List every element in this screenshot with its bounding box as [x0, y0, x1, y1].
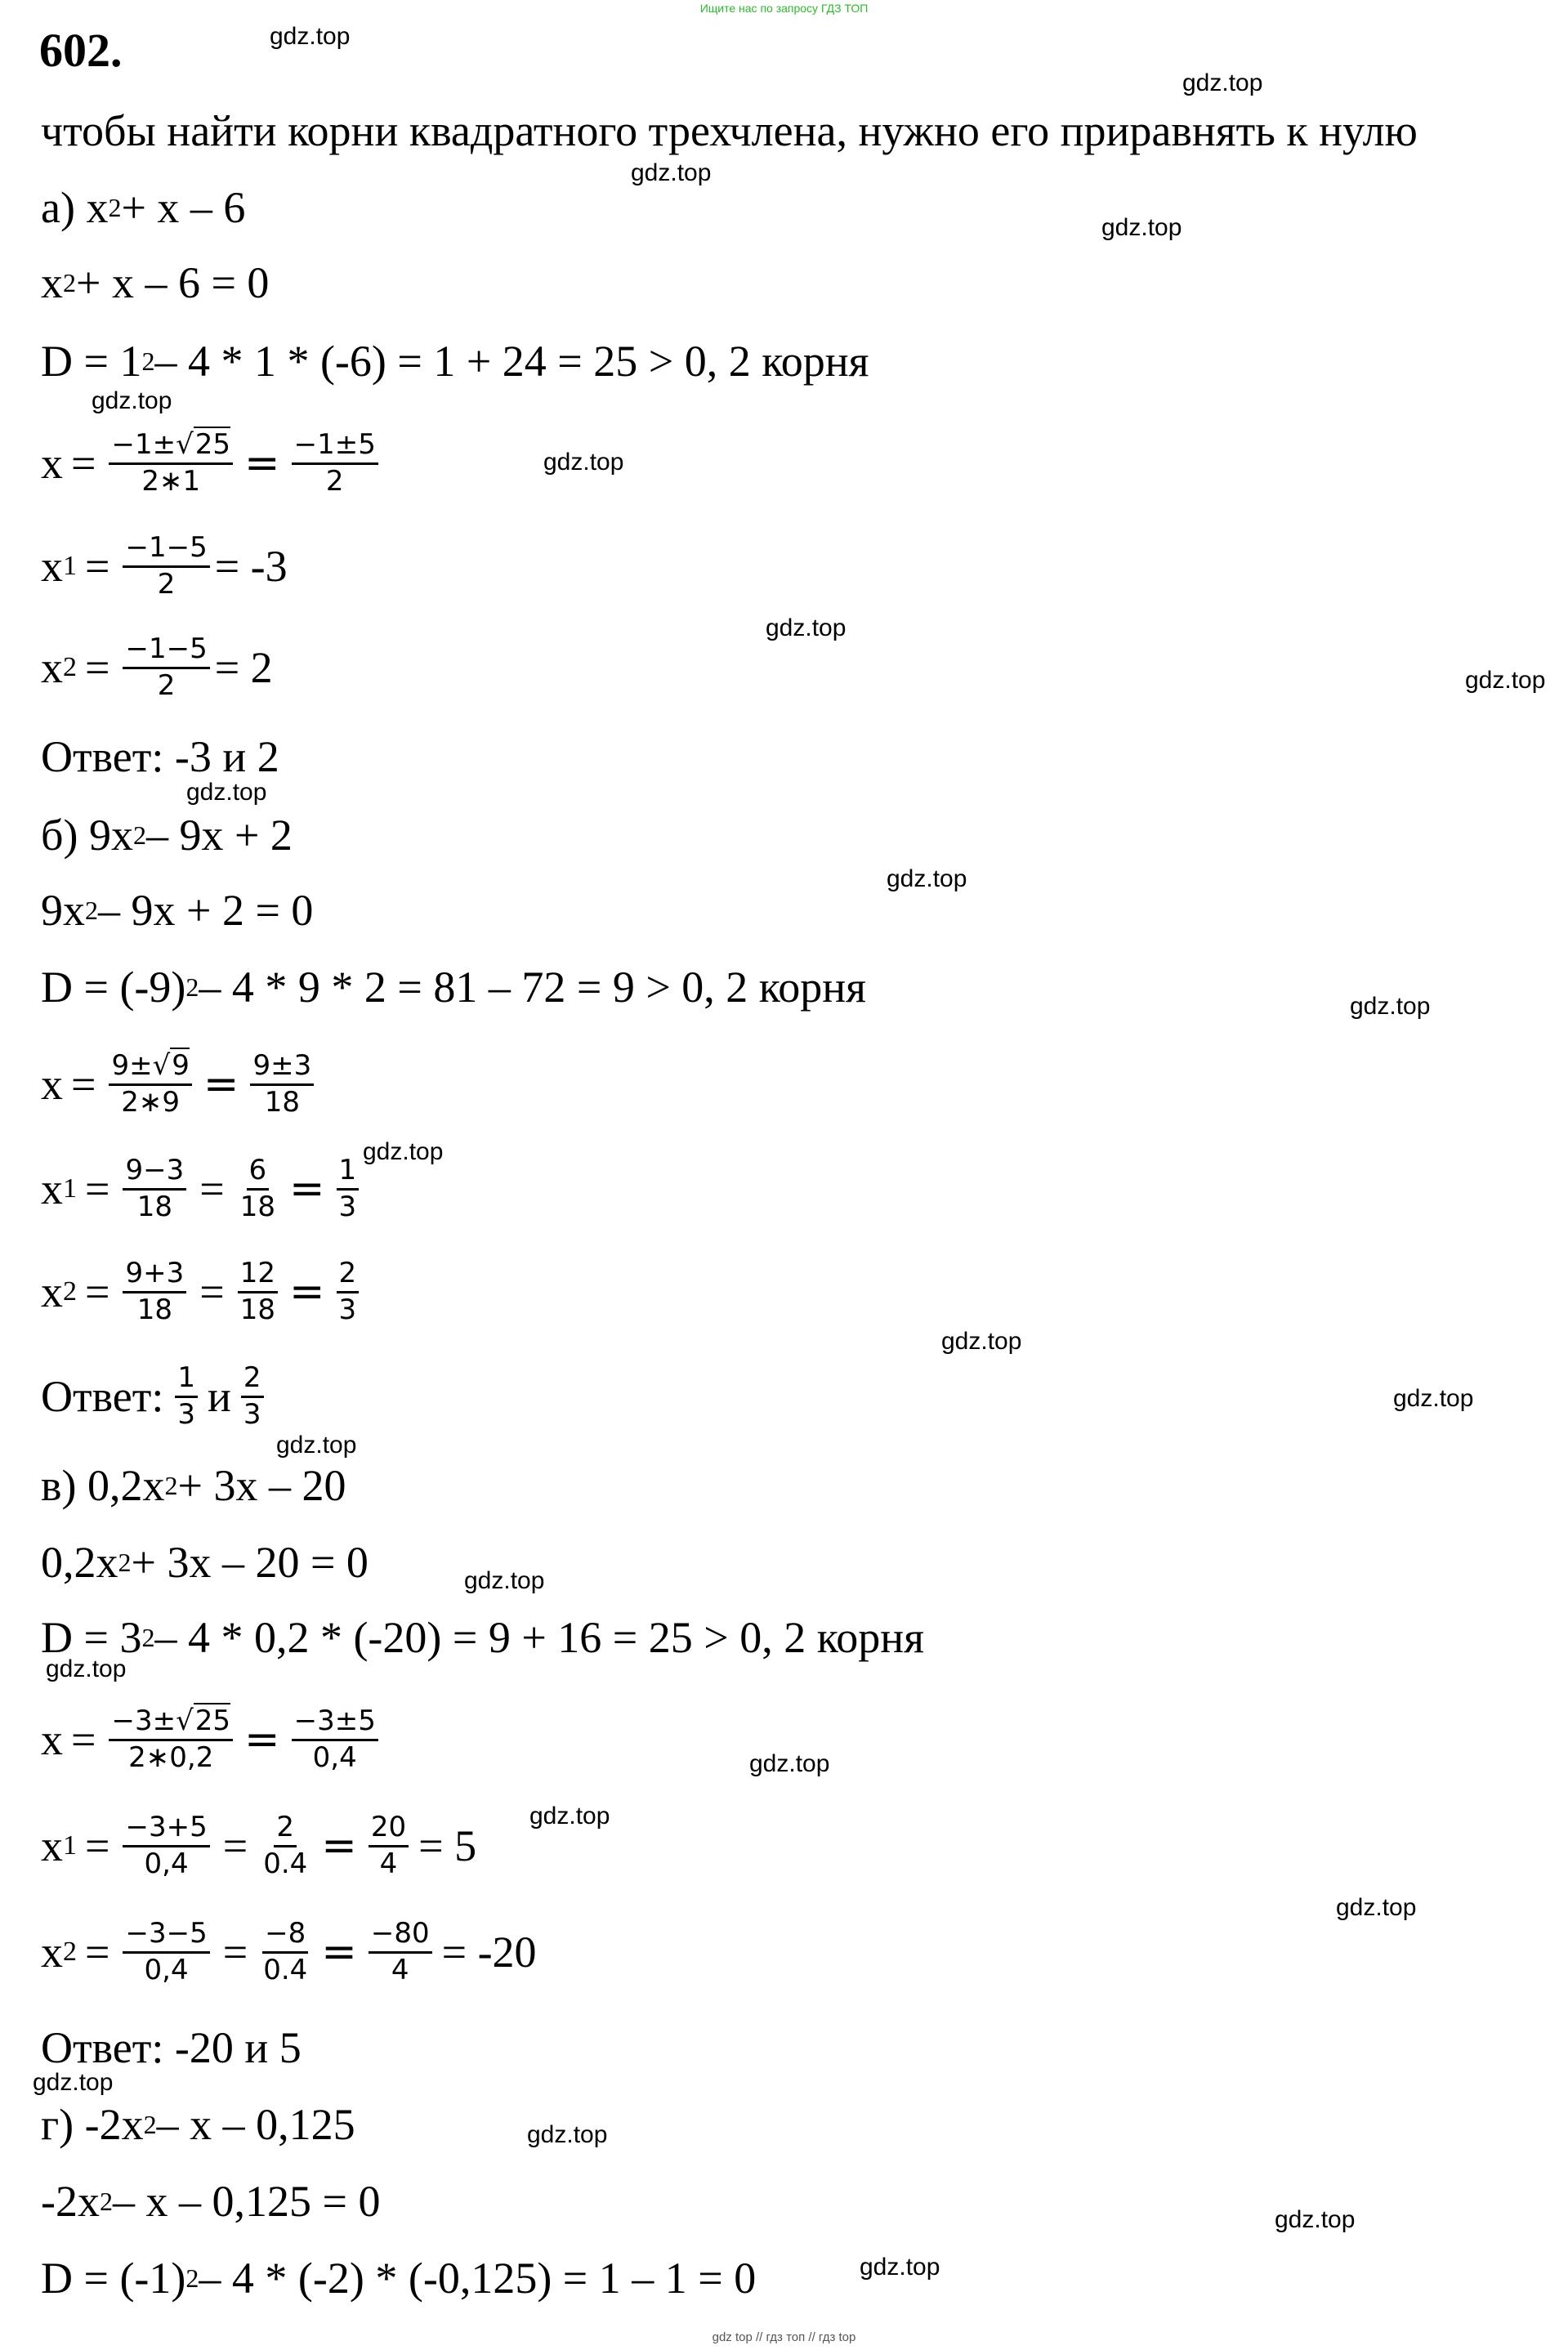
- part-c-expression: + 3x – 20: [177, 1461, 346, 1510]
- fraction: $\frac{-1-5}{2}$: [123, 533, 209, 600]
- part-a-x2: x 2 = $\frac{-1-5}{2}$ = 2: [41, 632, 273, 702]
- disc-rest: – 4 * (-2) * (-0,125) = 1 – 1 = 0: [199, 2254, 757, 2303]
- equals-sign: =: [321, 1821, 357, 1870]
- footer-links[interactable]: gdz top // гдз топ // гдз top: [712, 2330, 856, 2344]
- sqrt-symbol: √: [176, 428, 194, 462]
- watermark: gdz.top: [270, 23, 351, 50]
- fraction: $\frac{1}{3}$: [337, 1155, 360, 1222]
- watermark: gdz.top: [527, 2121, 608, 2148]
- equals-sign: =: [321, 1928, 357, 1977]
- fraction: $\frac{20}{4}$: [369, 1812, 409, 1879]
- fraction: $\frac{9\pm√9}{2∗9}$: [109, 1051, 191, 1118]
- watermark: gdz.top: [363, 1138, 444, 1165]
- part-d-expression: – x – 0,125: [156, 2100, 355, 2149]
- part-b-answer: [41, 1360, 269, 1433]
- variable-x: x: [41, 1821, 63, 1870]
- part-b-equation: 9x 2 – 9x + 2 = 0: [41, 886, 314, 935]
- part-b-roots-formula: [41, 1048, 319, 1121]
- equals-sign: =: [199, 1267, 225, 1316]
- disc-rest: – 4 * 9 * 2 = 81 – 72 = 9 > 0, 2 корня: [199, 963, 866, 1012]
- fraction: $\frac{-3+5}{0,4}$: [123, 1812, 209, 1879]
- variable-x: x: [41, 1928, 63, 1977]
- variable-x: x: [41, 1267, 63, 1316]
- equals-sign: =: [288, 1164, 325, 1213]
- equals-sign: =: [288, 1267, 325, 1316]
- equals-sign: =: [244, 1715, 280, 1764]
- part-b-discriminant: D = (-9) 2 – 4 * 9 * 2 = 81 – 72 = 9 > 0, 2 корня: [41, 963, 866, 1012]
- equals-sign: =: [71, 439, 96, 488]
- part-a-label: а) x: [41, 183, 109, 232]
- equals-sign: =: [85, 643, 110, 692]
- watermark: gdz.top: [1336, 1894, 1417, 1921]
- watermark: gdz.top: [766, 614, 847, 641]
- equals-sign: =: [222, 1821, 248, 1870]
- part-c-roots-formula: [41, 1703, 383, 1776]
- watermark: gdz.top: [46, 1655, 127, 1682]
- equals-sign: =: [85, 1928, 110, 1977]
- equals-sign: =: [85, 1164, 110, 1213]
- watermark: gdz.top: [186, 779, 267, 806]
- fraction: $\frac{-1-5}{2}$: [123, 634, 209, 701]
- equals-sign: =: [222, 1928, 248, 1977]
- part-d-label: г) -2x: [41, 2100, 144, 2149]
- watermark: gdz.top: [887, 865, 967, 892]
- fraction: $\frac{6}{18}$: [239, 1154, 275, 1223]
- disc-start: D = 1: [41, 337, 142, 386]
- equals-sign: =: [199, 1164, 225, 1213]
- part-a-discriminant: D = 1 2 – 4 * 1 * (-6) = 1 + 24 = 25 > 0, 2 корня: [41, 337, 869, 386]
- fraction: $\frac{-3\pm 5}{0,4}$: [292, 1706, 378, 1773]
- fraction: $\frac{-3\pm√25}{2∗0,2}$: [109, 1706, 233, 1773]
- header-banner[interactable]: Ищите нас по запросу ГДЗ ТОП: [699, 2, 869, 15]
- watermark: gdz.top: [529, 1803, 610, 1830]
- part-a-equation-rest: + x – 6 = 0: [76, 258, 270, 307]
- x1-value: = 5: [418, 1821, 477, 1870]
- fraction: $\frac{1}{3}$: [175, 1363, 198, 1430]
- watermark: gdz.top: [941, 1328, 1022, 1355]
- part-c-equation: 0,2x 2 + 3x – 20 = 0: [41, 1538, 369, 1587]
- watermark: gdz.top: [276, 1432, 357, 1459]
- fraction: $\frac{9+3}{18}$: [123, 1258, 186, 1325]
- x2-value: = -20: [441, 1928, 537, 1977]
- part-b-expression: – 9x + 2: [145, 811, 293, 860]
- watermark: gdz.top: [464, 1567, 545, 1594]
- answer-label: Ответ:: [41, 1372, 164, 1421]
- part-c-discriminant: D = 3 2 – 4 * 0,2 * (-20) = 9 + 16 = 25 > 0, 2 корня: [41, 1613, 924, 1662]
- sqrt-symbol: √: [176, 1704, 194, 1738]
- fraction: $\frac{-3-5}{0,4}$: [123, 1919, 209, 1986]
- part-a-x1: x 1 = $\frac{-1-5}{2}$ = -3: [41, 531, 288, 601]
- watermark: gdz.top: [749, 1750, 830, 1777]
- equals-sign: =: [71, 1715, 96, 1764]
- part-a-equation: x 2 + x – 6 = 0: [41, 258, 270, 307]
- equals-sign: =: [85, 1821, 110, 1870]
- equals-sign: =: [85, 1267, 110, 1316]
- answer-text: Ответ: -3 и 2: [41, 732, 279, 781]
- variable-x: x: [41, 643, 63, 692]
- equals-sign: =: [71, 1060, 96, 1109]
- variable-x: x: [41, 1164, 63, 1213]
- x2-value: = 2: [214, 643, 273, 692]
- fraction: $\frac{-1\pm 5}{2}$: [292, 430, 378, 497]
- part-b-x2: x 2 = $\frac{9+3}{18}$ = $\frac{12}{18}$ = $\frac{2}{3}$: [41, 1255, 364, 1329]
- part-c-equation-rest: + 3x – 20 = 0: [131, 1538, 369, 1587]
- watermark: gdz.top: [1465, 667, 1546, 694]
- part-d-equation: -2x 2 – x – 0,125 = 0: [41, 2177, 381, 2226]
- part-d-equation-rest: – x – 0,125 = 0: [112, 2177, 381, 2226]
- variable-x: x: [41, 1060, 63, 1109]
- watermark: gdz.top: [33, 2069, 114, 2096]
- disc-rest: – 4 * 0,2 * (-20) = 9 + 16 = 25 > 0, 2 корня: [154, 1613, 924, 1662]
- watermark: gdz.top: [1275, 2206, 1356, 2233]
- watermark: gdz.top: [92, 387, 172, 414]
- watermark: gdz.top: [1393, 1385, 1474, 1412]
- part-b-label: б) 9x: [41, 811, 133, 860]
- fraction: $\frac{-1\pm√25}{2∗1}$: [109, 430, 233, 497]
- variable-x: x: [41, 1715, 63, 1764]
- fraction: $\frac{9-3}{18}$: [123, 1155, 186, 1222]
- watermark: gdz.top: [1182, 69, 1263, 96]
- variable-x: x: [41, 258, 63, 307]
- disc-rest: – 4 * 1 * (-6) = 1 + 24 = 25 > 0, 2 корня: [154, 337, 869, 386]
- fraction: $\frac{-80}{4}$: [369, 1919, 432, 1986]
- problem-number: 602.: [39, 24, 123, 77]
- fraction: $\frac{2}{3}$: [241, 1363, 264, 1430]
- sqrt-symbol: √: [152, 1049, 171, 1083]
- intro-text: [41, 98, 1418, 163]
- equals-sign: =: [244, 439, 280, 488]
- watermark: gdz.top: [860, 2254, 940, 2281]
- fraction: $\frac{12}{18}$: [238, 1258, 278, 1325]
- equals-sign: =: [203, 1060, 239, 1109]
- watermark: gdz.top: [1101, 214, 1182, 241]
- watermark: gdz.top: [1350, 993, 1431, 1020]
- variable-x: x: [41, 439, 63, 488]
- fraction: $\frac{9\pm 3}{18}$: [250, 1051, 314, 1118]
- answer-text: Ответ: -20 и 5: [41, 2023, 302, 2072]
- part-a-header: а) x 2 + x – 6: [41, 183, 246, 232]
- watermark: gdz.top: [631, 159, 712, 186]
- x1-value: = -3: [214, 542, 288, 591]
- part-c-header: в) 0,2x 2 + 3x – 20: [41, 1461, 346, 1510]
- part-d-header: г) -2x 2 – x – 0,125: [41, 2100, 355, 2149]
- fraction: $\frac{-8}{0.4}$: [263, 1917, 308, 1986]
- answer-and: и: [208, 1372, 231, 1421]
- part-c-x2: x 2 = $\frac{-3-5}{0,4}$ = $\frac{-8}{0.4}$ = $\frac{-80}{4}$ = -20: [41, 1917, 537, 1986]
- fraction: $\frac{2}{3}$: [337, 1258, 360, 1325]
- part-c-label: в) 0,2x: [41, 1461, 165, 1510]
- part-a-roots-formula: [41, 427, 383, 500]
- part-b-header: б) 9x 2 – 9x + 2: [41, 811, 293, 860]
- equals-sign: =: [85, 542, 110, 591]
- part-d-discriminant: D = (-1) 2 – 4 * (-2) * (-0,125) = 1 – 1 = 0: [41, 2254, 757, 2303]
- fraction: $\frac{2}{0.4}$: [263, 1811, 308, 1880]
- part-b-x1: x 1 = $\frac{9-3}{18}$ = $\frac{6}{18}$ = $\frac{1}{3}$: [41, 1152, 364, 1226]
- watermark: gdz.top: [543, 449, 624, 476]
- disc-start: D = (-9): [41, 963, 186, 1012]
- part-a-expression: + x – 6: [121, 183, 246, 232]
- part-c-x1: x 1 = $\frac{-3+5}{0,4}$ = $\frac{2}{0.4}$ = $\frac{20}{4}$ = 5: [41, 1811, 477, 1880]
- disc-start: D = (-1): [41, 2254, 186, 2303]
- intro-sentence: чтобы найти корни квадратного трехчлена, нужно его приравнять к нулю: [41, 106, 1418, 155]
- variable-x: x: [41, 542, 63, 591]
- disc-start: D = 3: [41, 1613, 142, 1662]
- part-b-equation-rest: – 9x + 2 = 0: [98, 886, 314, 935]
